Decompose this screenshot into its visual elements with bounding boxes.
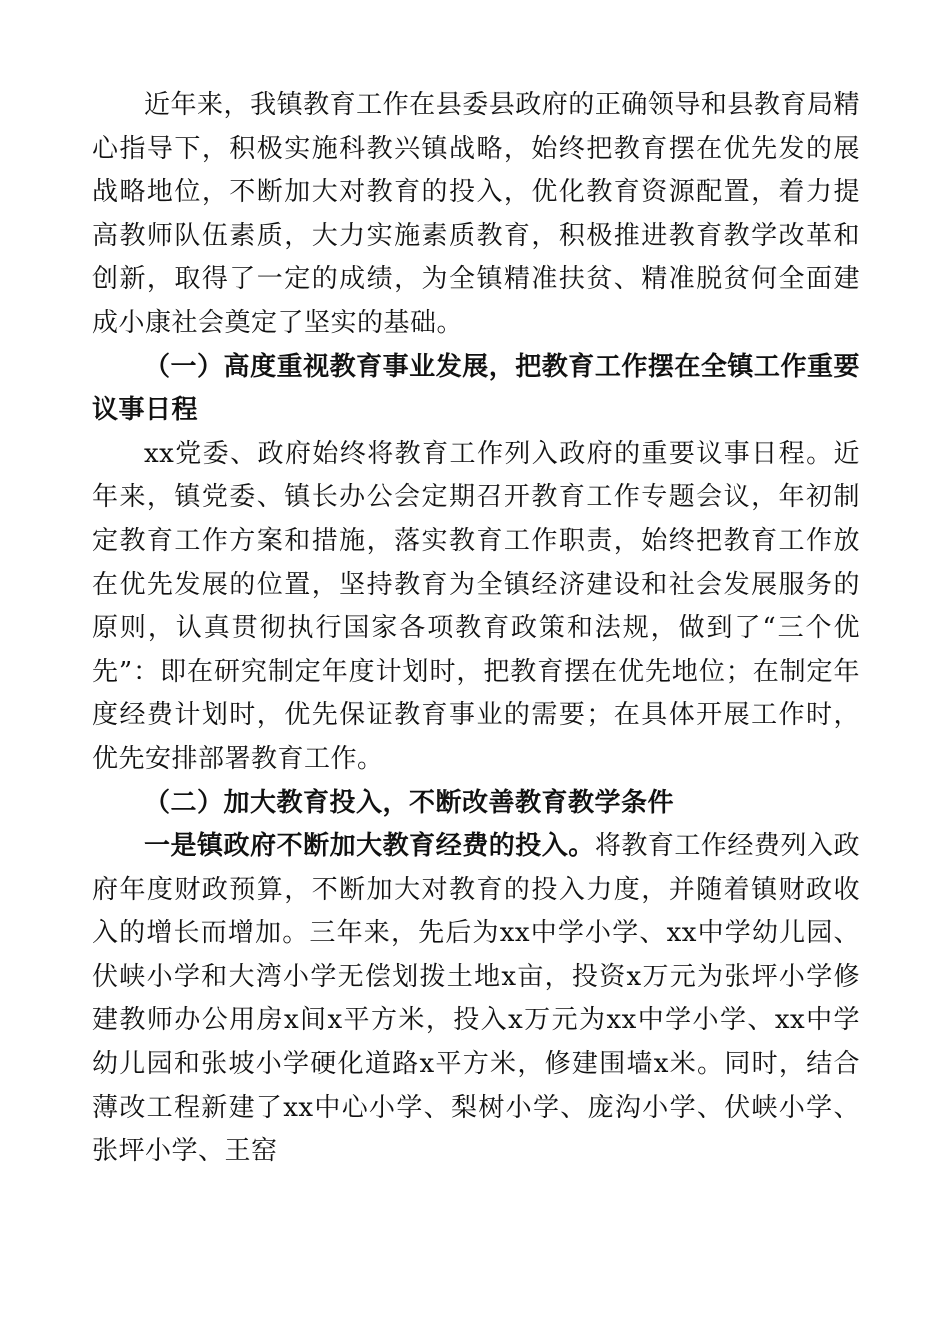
section-2-paragraph	[92, 825, 860, 1174]
section-2-paragraph-text: 将教育工作经费列入政府年度财政预算，不断加大对教育的投入力度，并随着镇财政收入的增长而增加。三年来，先后为xx中学小学、xx中学幼儿园、伏峡小学和大湾小学无偿划拨土地x亩，投资x万元为张坪小学修建教师办公用房x间x平方米，投入x万元为xx中学小学、xx中学幼儿园和张坡小学硬化道路x平方米，修建围墙x米。同时，结合薄改工程新建了xx中心小学、梨树小学、庞沟小学、伏峡小学、张坪小学、王窑	[92, 831, 860, 1167]
section-2-lead-sentence: 一是镇政府不断加大教育经费的投入。	[144, 831, 595, 862]
section-heading-2: （二）加大教育投入，不断改善教育教学条件	[144, 787, 675, 818]
section-heading-1: （一）高度重视教育事业发展，把教育工作摆在全镇工作重要议事日程	[92, 351, 860, 426]
intro-paragraph: 近年来，我镇教育工作在县委县政府的正确领导和县教育局精心指导下，积极实施科教兴镇战略，始终把教育摆在优先发的展战略地位，不断加大对教育的投入，优化教育资源配置，着力提高教师队伍素质，大力实施素质教育，积极推进教育教学改革和创新，取得了一定的成绩，为全镇精准扶贫、精准脱贫何全面建成小康社会奠定了坚实的基础。	[92, 90, 860, 338]
section-1-paragraph: xx党委、政府始终将教育工作列入政府的重要议事日程。近年来，镇党委、镇长办公会定期召开教育工作专题会议，年初制定教育工作方案和措施，落实教育工作职责，始终把教育工作放在优先发展的位置，坚持教育为全镇经济建设和社会发展服务的原则，认真贯彻执行国家各项教育政策和法规，做到了“三个优先”：即在研究制定年度计划时，把教育摆在优先地位；在制定年度经费计划时，优先保证教育事业的需要；在具体开展工作时，优先安排部署教育工作。	[92, 438, 860, 774]
document-body	[92, 84, 860, 1174]
